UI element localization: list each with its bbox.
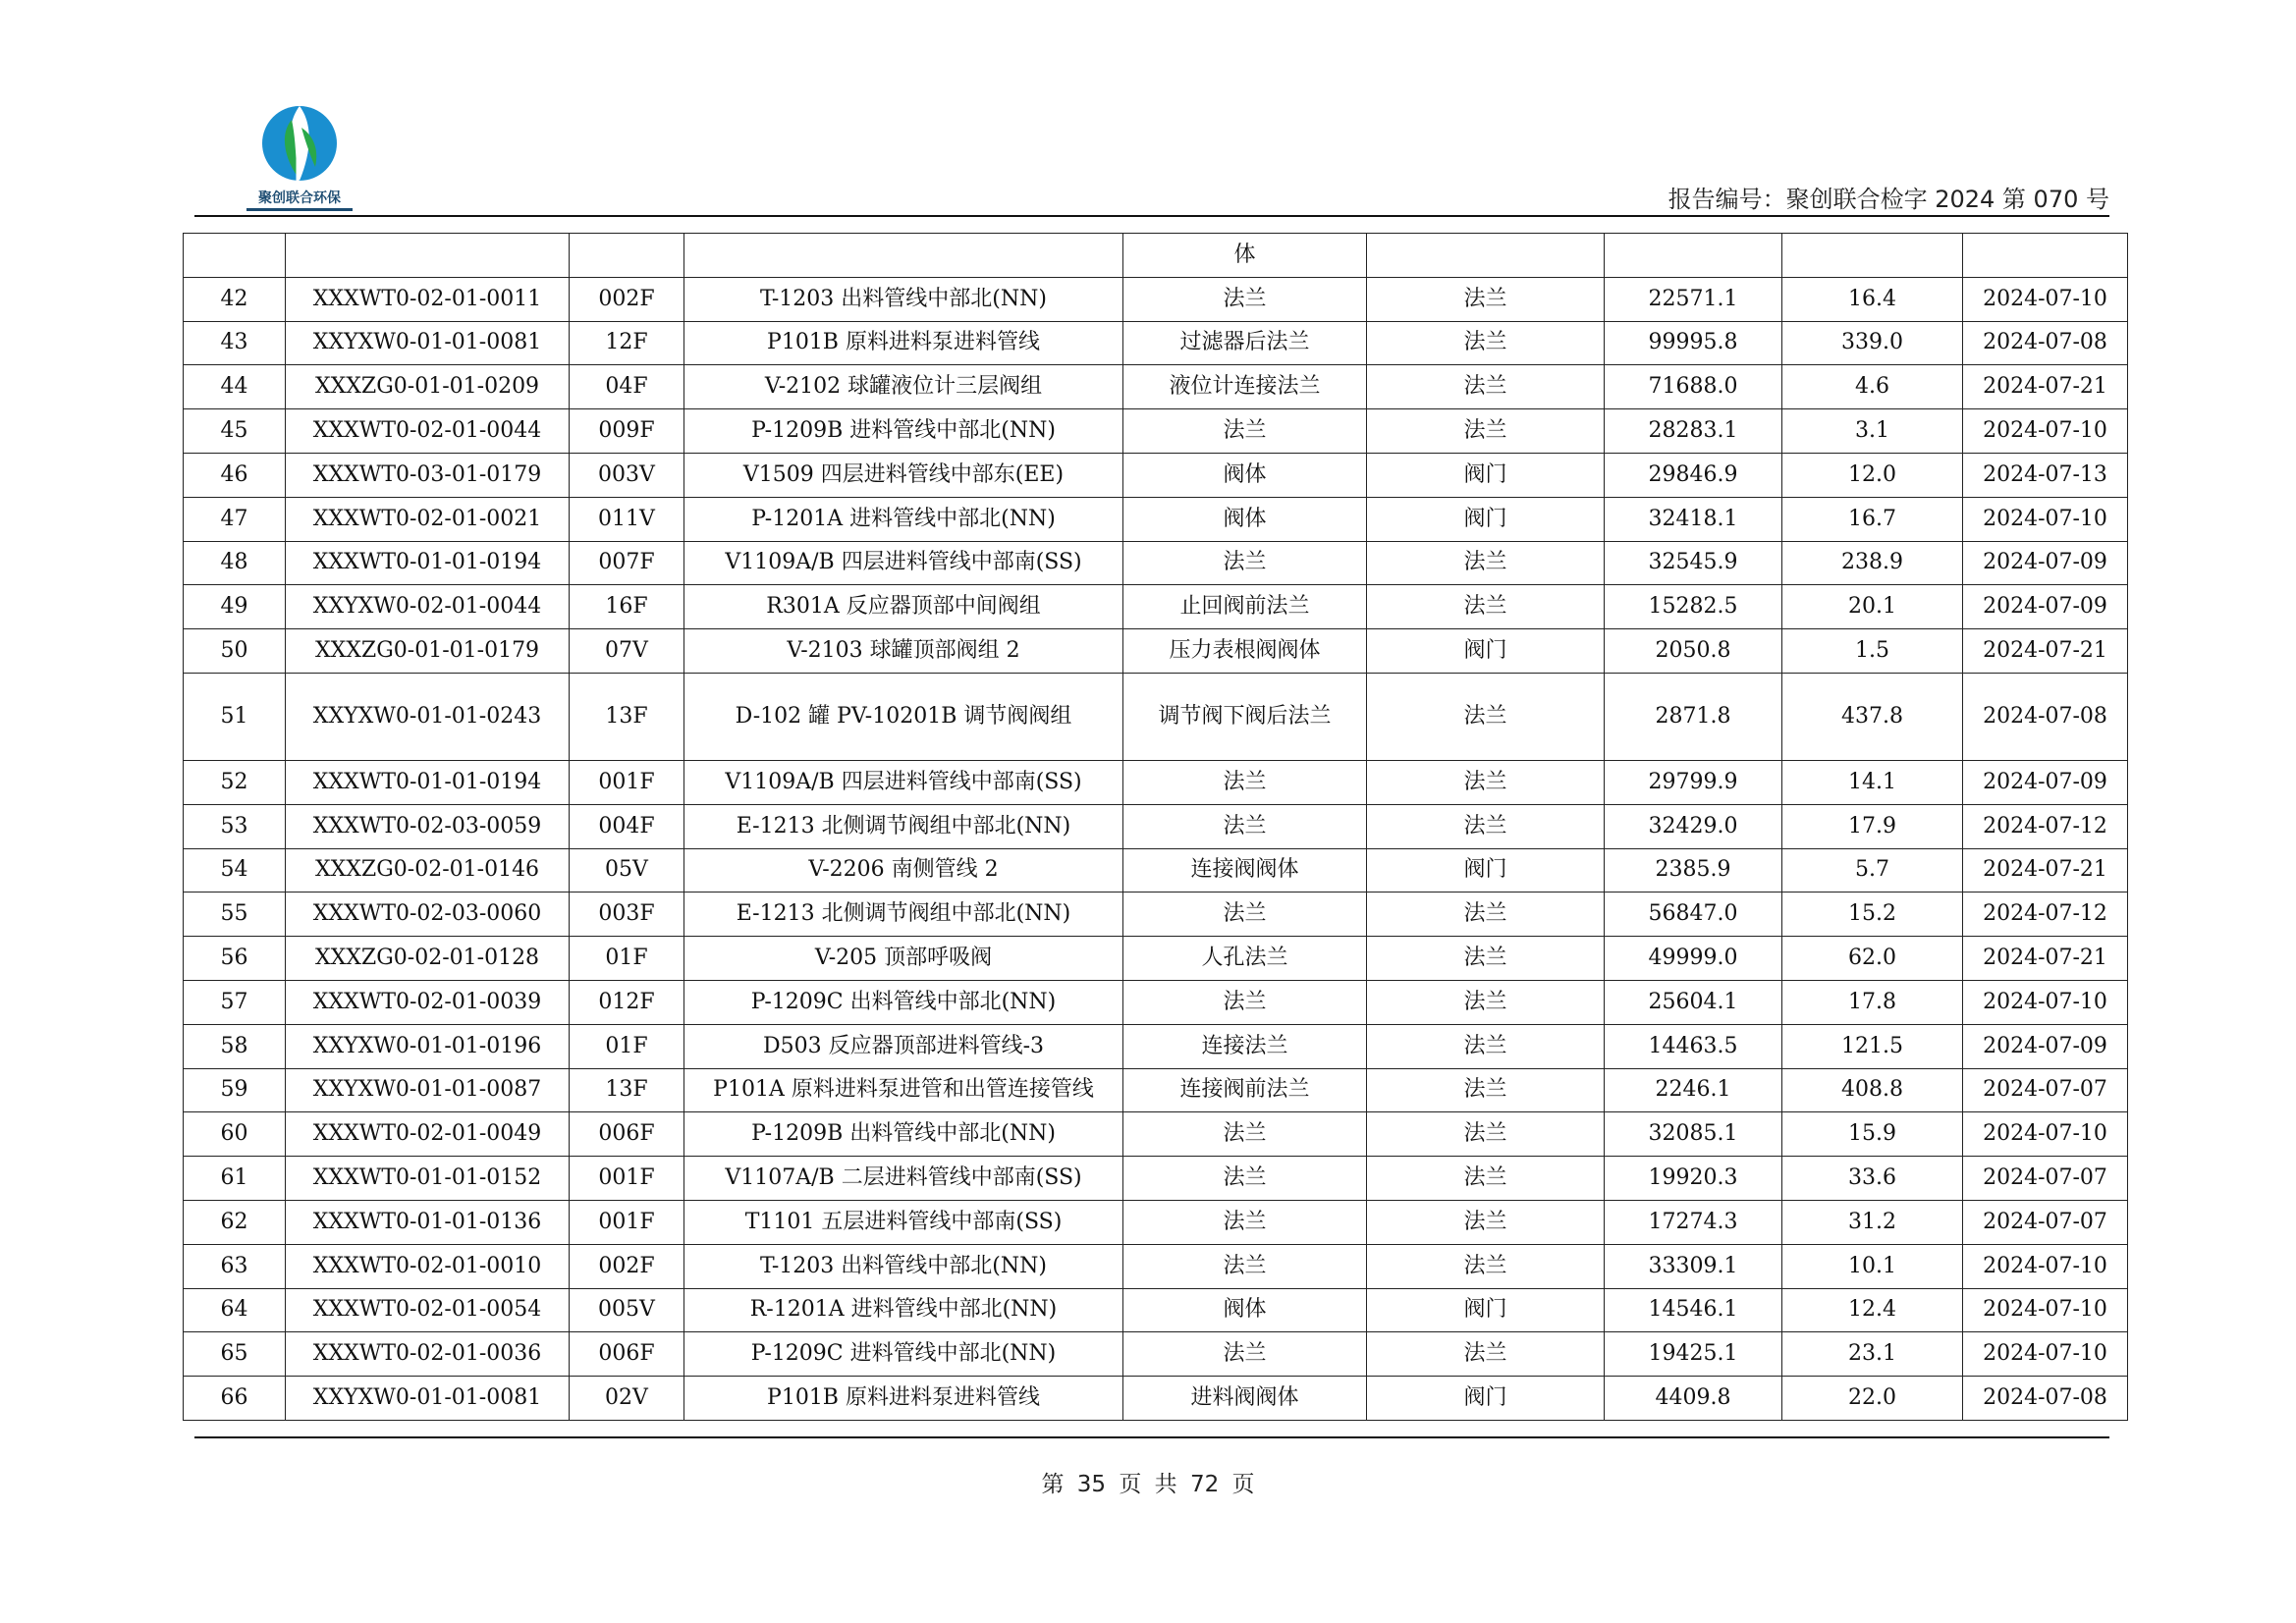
- cell-location: [684, 234, 1123, 278]
- cell-component: 法兰: [1123, 1332, 1367, 1377]
- cell-detect-date: 2024-07-10: [1963, 1288, 2128, 1332]
- cell-detect-date: 2024-07-09: [1963, 760, 2128, 804]
- cell-row-number: 66: [184, 1377, 286, 1421]
- cell-location: V-2103 球罐顶部阀组 2: [684, 629, 1123, 674]
- cell-background: 20.1: [1782, 585, 1963, 629]
- cell-device-code: XXXWT0-02-03-0059: [286, 804, 570, 848]
- cell-location: V-205 顶部呼吸阀: [684, 937, 1123, 981]
- cell-location: T-1203 出料管线中部北(NN): [684, 277, 1123, 321]
- cell-row-number: 42: [184, 277, 286, 321]
- cell-concentration: 32418.1: [1605, 497, 1782, 541]
- cell-device-code: XXYXW0-01-01-0196: [286, 1024, 570, 1068]
- cell-device-code: XXXZG0-01-01-0179: [286, 629, 570, 674]
- table-row: [184, 804, 2128, 848]
- cell-point-code: 009F: [570, 409, 684, 454]
- cell-detect-date: 2024-07-10: [1963, 409, 2128, 454]
- cell-location: V1109A/B 四层进料管线中部南(SS): [684, 760, 1123, 804]
- table-row: [184, 1068, 2128, 1112]
- cell-component: 法兰: [1123, 980, 1367, 1024]
- cell-component-type: 阀门: [1367, 497, 1605, 541]
- cell-concentration: 56847.0: [1605, 893, 1782, 937]
- cell-detect-date: 2024-07-21: [1963, 937, 2128, 981]
- cell-concentration: 33309.1: [1605, 1244, 1782, 1288]
- table-row: [184, 453, 2128, 497]
- cell-row-number: 48: [184, 541, 286, 585]
- cell-device-code: XXXWT0-01-01-0194: [286, 760, 570, 804]
- cell-detect-date: 2024-07-10: [1963, 980, 2128, 1024]
- cell-component: 阀体: [1123, 497, 1367, 541]
- cell-point-code: 002F: [570, 1244, 684, 1288]
- cell-detect-date: 2024-07-10: [1963, 1244, 2128, 1288]
- cell-component-type: 法兰: [1367, 541, 1605, 585]
- cell-device-code: XXXZG0-02-01-0128: [286, 937, 570, 981]
- cell-concentration: 29846.9: [1605, 453, 1782, 497]
- cell-point-code: 02V: [570, 1377, 684, 1421]
- cell-detect-date: 2024-07-21: [1963, 365, 2128, 409]
- cell-component-type: 阀门: [1367, 1377, 1605, 1421]
- cell-device-code: XXXWT0-02-01-0044: [286, 409, 570, 454]
- cell-point-code: 006F: [570, 1332, 684, 1377]
- cell-detect-date: 2024-07-08: [1963, 1377, 2128, 1421]
- cell-row-number: 50: [184, 629, 286, 674]
- cell-location: P-1209B 出料管线中部北(NN): [684, 1112, 1123, 1157]
- cell-component-type: 法兰: [1367, 937, 1605, 981]
- table-row: [184, 1244, 2128, 1288]
- cell-background: 408.8: [1782, 1068, 1963, 1112]
- cell-detect-date: 2024-07-10: [1963, 277, 2128, 321]
- cell-location: V1109A/B 四层进料管线中部南(SS): [684, 541, 1123, 585]
- cell-location: V1509 四层进料管线中部东(EE): [684, 453, 1123, 497]
- cell-component: 法兰: [1123, 1112, 1367, 1157]
- cell-row-number: 52: [184, 760, 286, 804]
- cell-point-code: 07V: [570, 629, 684, 674]
- cell-device-code: XXXWT0-03-01-0179: [286, 453, 570, 497]
- cell-row-number: 54: [184, 848, 286, 893]
- cell-point-code: 011V: [570, 497, 684, 541]
- cell-component-type: 法兰: [1367, 1024, 1605, 1068]
- cell-component: 止回阀前法兰: [1123, 585, 1367, 629]
- cell-device-code: XXYXW0-01-01-0081: [286, 1377, 570, 1421]
- cell-point-code: 01F: [570, 937, 684, 981]
- cell-background: [1782, 234, 1963, 278]
- cell-detect-date: 2024-07-10: [1963, 1332, 2128, 1377]
- cell-location: V-2102 球罐液位计三层阀组: [684, 365, 1123, 409]
- cell-detect-date: 2024-07-07: [1963, 1157, 2128, 1201]
- cell-device-code: XXXWT0-02-01-0010: [286, 1244, 570, 1288]
- cell-background: 5.7: [1782, 848, 1963, 893]
- cell-row-number: 47: [184, 497, 286, 541]
- cell-point-code: 003F: [570, 893, 684, 937]
- table-row: [184, 980, 2128, 1024]
- cell-component: 过滤器后法兰: [1123, 321, 1367, 365]
- cell-location: R301A 反应器顶部中间阀组: [684, 585, 1123, 629]
- cell-row-number: [184, 234, 286, 278]
- cell-background: 15.9: [1782, 1112, 1963, 1157]
- cell-location: P-1209C 进料管线中部北(NN): [684, 1332, 1123, 1377]
- cell-concentration: 19425.1: [1605, 1332, 1782, 1377]
- cell-device-code: XXXWT0-02-03-0060: [286, 893, 570, 937]
- cell-detect-date: 2024-07-09: [1963, 541, 2128, 585]
- cell-row-number: 45: [184, 409, 286, 454]
- cell-detect-date: 2024-07-21: [1963, 629, 2128, 674]
- footer-rule: [194, 1436, 2109, 1438]
- cell-detect-date: 2024-07-12: [1963, 804, 2128, 848]
- cell-location: T-1203 出料管线中部北(NN): [684, 1244, 1123, 1288]
- cell-background: 339.0: [1782, 321, 1963, 365]
- cell-concentration: 29799.9: [1605, 760, 1782, 804]
- cell-row-number: 46: [184, 453, 286, 497]
- cell-row-number: 65: [184, 1332, 286, 1377]
- cell-detect-date: 2024-07-07: [1963, 1200, 2128, 1244]
- cell-background: 16.4: [1782, 277, 1963, 321]
- cell-component-type: 法兰: [1367, 1157, 1605, 1201]
- cell-concentration: 4409.8: [1605, 1377, 1782, 1421]
- cell-detect-date: 2024-07-08: [1963, 321, 2128, 365]
- cell-background: 1.5: [1782, 629, 1963, 674]
- cell-device-code: XXXWT0-02-01-0011: [286, 277, 570, 321]
- cell-device-code: XXYXW0-01-01-0243: [286, 673, 570, 760]
- cell-component: 连接阀前法兰: [1123, 1068, 1367, 1112]
- cell-point-code: 04F: [570, 365, 684, 409]
- cell-point-code: 16F: [570, 585, 684, 629]
- table-row: [184, 1024, 2128, 1068]
- cell-row-number: 58: [184, 1024, 286, 1068]
- cell-detect-date: 2024-07-12: [1963, 893, 2128, 937]
- cell-component-type: 阀门: [1367, 453, 1605, 497]
- cell-component: 法兰: [1123, 541, 1367, 585]
- cell-component-type: 法兰: [1367, 1332, 1605, 1377]
- cell-device-code: XXXWT0-01-01-0152: [286, 1157, 570, 1201]
- cell-device-code: XXXZG0-01-01-0209: [286, 365, 570, 409]
- cell-row-number: 44: [184, 365, 286, 409]
- cell-point-code: 003V: [570, 453, 684, 497]
- cell-point-code: 13F: [570, 673, 684, 760]
- report-number: 报告编号：聚创联合检字 2024 第 070 号: [1667, 186, 2109, 213]
- cell-detect-date: 2024-07-09: [1963, 1024, 2128, 1068]
- cell-location: P101B 原料进料泵进料管线: [684, 321, 1123, 365]
- cell-component-type: 法兰: [1367, 409, 1605, 454]
- cell-concentration: 32429.0: [1605, 804, 1782, 848]
- table-row: [184, 497, 2128, 541]
- cell-component-type: 法兰: [1367, 804, 1605, 848]
- table-row: [184, 1377, 2128, 1421]
- cell-point-code: 12F: [570, 321, 684, 365]
- cell-component-type: [1367, 234, 1605, 278]
- cell-concentration: 28283.1: [1605, 409, 1782, 454]
- cell-detect-date: 2024-07-08: [1963, 673, 2128, 760]
- cell-location: D503 反应器顶部进料管线-3: [684, 1024, 1123, 1068]
- cell-background: 31.2: [1782, 1200, 1963, 1244]
- cell-concentration: 2871.8: [1605, 673, 1782, 760]
- logo-text: 聚创联合环保: [258, 190, 341, 206]
- table-row: [184, 760, 2128, 804]
- cell-location: E-1213 北侧调节阀组中部北(NN): [684, 804, 1123, 848]
- cell-component-type: 法兰: [1367, 1200, 1605, 1244]
- table-row: [184, 848, 2128, 893]
- cell-location: E-1213 北侧调节阀组中部北(NN): [684, 893, 1123, 937]
- table-row: [184, 277, 2128, 321]
- cell-background: 14.1: [1782, 760, 1963, 804]
- cell-component: 压力表根阀阀体: [1123, 629, 1367, 674]
- cell-row-number: 49: [184, 585, 286, 629]
- cell-component: 液位计连接法兰: [1123, 365, 1367, 409]
- cell-concentration: 22571.1: [1605, 277, 1782, 321]
- table-row: [184, 1157, 2128, 1201]
- header-rule: [194, 215, 2109, 217]
- cell-point-code: 007F: [570, 541, 684, 585]
- cell-point-code: 004F: [570, 804, 684, 848]
- cell-concentration: 14463.5: [1605, 1024, 1782, 1068]
- cell-location: P-1209C 出料管线中部北(NN): [684, 980, 1123, 1024]
- cell-background: 16.7: [1782, 497, 1963, 541]
- cell-location: V-2206 南侧管线 2: [684, 848, 1123, 893]
- cell-detect-date: 2024-07-13: [1963, 453, 2128, 497]
- cell-component-type: 法兰: [1367, 760, 1605, 804]
- cell-point-code: 01F: [570, 1024, 684, 1068]
- cell-location: D-102 罐 PV-10201B 调节阀阀组: [684, 673, 1123, 760]
- cell-row-number: 55: [184, 893, 286, 937]
- cell-component-type: 阀门: [1367, 629, 1605, 674]
- table-row: [184, 585, 2128, 629]
- cell-concentration: 25604.1: [1605, 980, 1782, 1024]
- cell-component-type: 法兰: [1367, 277, 1605, 321]
- cell-concentration: 19920.3: [1605, 1157, 1782, 1201]
- cell-component: 法兰: [1123, 277, 1367, 321]
- cell-row-number: 60: [184, 1112, 286, 1157]
- cell-concentration: 14546.1: [1605, 1288, 1782, 1332]
- cell-location: P101A 原料进料泵进管和出管连接管线: [684, 1068, 1123, 1112]
- company-logo-icon: [241, 98, 358, 216]
- cell-point-code: 012F: [570, 980, 684, 1024]
- cell-row-number: 63: [184, 1244, 286, 1288]
- table-row: [184, 1200, 2128, 1244]
- cell-background: 33.6: [1782, 1157, 1963, 1201]
- cell-row-number: 59: [184, 1068, 286, 1112]
- cell-point-code: 05V: [570, 848, 684, 893]
- cell-point-code: 001F: [570, 1200, 684, 1244]
- cell-component-type: 法兰: [1367, 1068, 1605, 1112]
- cell-concentration: [1605, 234, 1782, 278]
- cell-background: 12.0: [1782, 453, 1963, 497]
- cell-background: 12.4: [1782, 1288, 1963, 1332]
- cell-device-code: XXXWT0-02-01-0054: [286, 1288, 570, 1332]
- cell-row-number: 43: [184, 321, 286, 365]
- cell-point-code: 001F: [570, 760, 684, 804]
- cell-row-number: 53: [184, 804, 286, 848]
- cell-component: 进料阀阀体: [1123, 1377, 1367, 1421]
- cell-device-code: XXXWT0-02-01-0039: [286, 980, 570, 1024]
- cell-component: 法兰: [1123, 409, 1367, 454]
- cell-component-type: 阀门: [1367, 848, 1605, 893]
- table-row: [184, 234, 2128, 278]
- cell-component-type: 法兰: [1367, 585, 1605, 629]
- cell-component-type: 法兰: [1367, 365, 1605, 409]
- inspection-table: [183, 233, 2128, 1421]
- cell-point-code: 13F: [570, 1068, 684, 1112]
- table-row: [184, 629, 2128, 674]
- cell-location: R-1201A 进料管线中部北(NN): [684, 1288, 1123, 1332]
- cell-device-code: XXXWT0-02-01-0021: [286, 497, 570, 541]
- cell-component: 阀体: [1123, 1288, 1367, 1332]
- table-row: [184, 409, 2128, 454]
- cell-concentration: 17274.3: [1605, 1200, 1782, 1244]
- cell-component: 阀体: [1123, 453, 1367, 497]
- cell-detect-date: 2024-07-10: [1963, 497, 2128, 541]
- cell-location: P-1201A 进料管线中部北(NN): [684, 497, 1123, 541]
- cell-detect-date: 2024-07-09: [1963, 585, 2128, 629]
- cell-component: 体: [1123, 234, 1367, 278]
- table-row: [184, 1332, 2128, 1377]
- cell-component: 法兰: [1123, 804, 1367, 848]
- cell-background: 238.9: [1782, 541, 1963, 585]
- cell-concentration: 32545.9: [1605, 541, 1782, 585]
- cell-device-code: XXYXW0-01-01-0081: [286, 321, 570, 365]
- cell-concentration: 2385.9: [1605, 848, 1782, 893]
- cell-background: 17.9: [1782, 804, 1963, 848]
- cell-component: 法兰: [1123, 1244, 1367, 1288]
- cell-background: 22.0: [1782, 1377, 1963, 1421]
- cell-row-number: 57: [184, 980, 286, 1024]
- cell-component-type: 法兰: [1367, 893, 1605, 937]
- cell-device-code: [286, 234, 570, 278]
- cell-concentration: 2246.1: [1605, 1068, 1782, 1112]
- table-row: [184, 541, 2128, 585]
- cell-point-code: 005V: [570, 1288, 684, 1332]
- cell-background: 62.0: [1782, 937, 1963, 981]
- cell-device-code: XXXWT0-02-01-0049: [286, 1112, 570, 1157]
- table-row: [184, 365, 2128, 409]
- cell-component-type: 法兰: [1367, 321, 1605, 365]
- cell-background: 15.2: [1782, 893, 1963, 937]
- cell-location: P-1209B 进料管线中部北(NN): [684, 409, 1123, 454]
- cell-point-code: 006F: [570, 1112, 684, 1157]
- cell-component-type: 法兰: [1367, 673, 1605, 760]
- cell-device-code: XXXWT0-02-01-0036: [286, 1332, 570, 1377]
- cell-concentration: 71688.0: [1605, 365, 1782, 409]
- cell-background: 10.1: [1782, 1244, 1963, 1288]
- table-row: [184, 673, 2128, 760]
- cell-component-type: 法兰: [1367, 1112, 1605, 1157]
- table-row: [184, 321, 2128, 365]
- cell-component: 法兰: [1123, 760, 1367, 804]
- cell-point-code: 001F: [570, 1157, 684, 1201]
- cell-row-number: 51: [184, 673, 286, 760]
- cell-location: P101B 原料进料泵进料管线: [684, 1377, 1123, 1421]
- cell-detect-date: 2024-07-10: [1963, 1112, 2128, 1157]
- cell-device-code: XXYXW0-02-01-0044: [286, 585, 570, 629]
- cell-concentration: 32085.1: [1605, 1112, 1782, 1157]
- cell-location: T1101 五层进料管线中部南(SS): [684, 1200, 1123, 1244]
- cell-detect-date: 2024-07-21: [1963, 848, 2128, 893]
- cell-location: V1107A/B 二层进料管线中部南(SS): [684, 1157, 1123, 1201]
- cell-row-number: 62: [184, 1200, 286, 1244]
- cell-point-code: 002F: [570, 277, 684, 321]
- cell-background: 121.5: [1782, 1024, 1963, 1068]
- cell-background: 3.1: [1782, 409, 1963, 454]
- page-number: 第 35 页 共 72 页: [1041, 1472, 1255, 1497]
- cell-device-code: XXXWT0-01-01-0136: [286, 1200, 570, 1244]
- cell-row-number: 64: [184, 1288, 286, 1332]
- table-row: [184, 1112, 2128, 1157]
- cell-device-code: XXXZG0-02-01-0146: [286, 848, 570, 893]
- cell-background: 437.8: [1782, 673, 1963, 760]
- cell-row-number: 61: [184, 1157, 286, 1201]
- cell-device-code: XXYXW0-01-01-0087: [286, 1068, 570, 1112]
- cell-row-number: 56: [184, 937, 286, 981]
- cell-concentration: 99995.8: [1605, 321, 1782, 365]
- cell-detect-date: 2024-07-07: [1963, 1068, 2128, 1112]
- cell-component: 人孔法兰: [1123, 937, 1367, 981]
- cell-component: 调节阀下阀后法兰: [1123, 673, 1367, 760]
- cell-concentration: 49999.0: [1605, 937, 1782, 981]
- cell-component-type: 法兰: [1367, 980, 1605, 1024]
- cell-component: 连接法兰: [1123, 1024, 1367, 1068]
- cell-component: 法兰: [1123, 1157, 1367, 1201]
- cell-background: 17.8: [1782, 980, 1963, 1024]
- cell-component-type: 阀门: [1367, 1288, 1605, 1332]
- cell-component-type: 法兰: [1367, 1244, 1605, 1288]
- cell-concentration: 15282.5: [1605, 585, 1782, 629]
- cell-concentration: 2050.8: [1605, 629, 1782, 674]
- cell-point-code: [570, 234, 684, 278]
- cell-detect-date: [1963, 234, 2128, 278]
- cell-component: 法兰: [1123, 893, 1367, 937]
- cell-background: 4.6: [1782, 365, 1963, 409]
- cell-device-code: XXXWT0-01-01-0194: [286, 541, 570, 585]
- table-row: [184, 893, 2128, 937]
- table-row: [184, 937, 2128, 981]
- cell-component: 法兰: [1123, 1200, 1367, 1244]
- cell-background: 23.1: [1782, 1332, 1963, 1377]
- table-row: [184, 1288, 2128, 1332]
- cell-component: 连接阀阀体: [1123, 848, 1367, 893]
